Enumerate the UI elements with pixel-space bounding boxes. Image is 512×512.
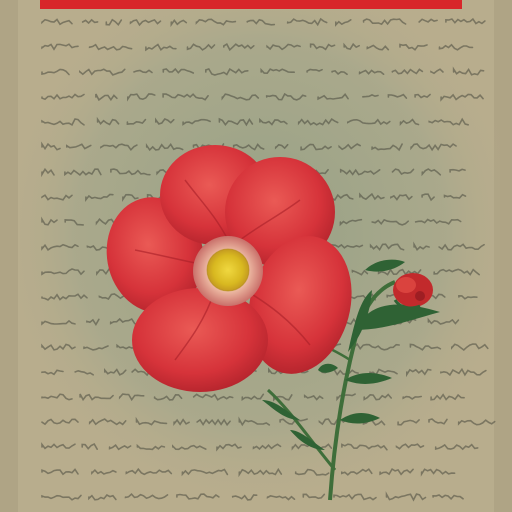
top-red-band [40, 0, 462, 9]
paper-edge-left [0, 0, 18, 512]
petal-bottom [132, 288, 268, 392]
